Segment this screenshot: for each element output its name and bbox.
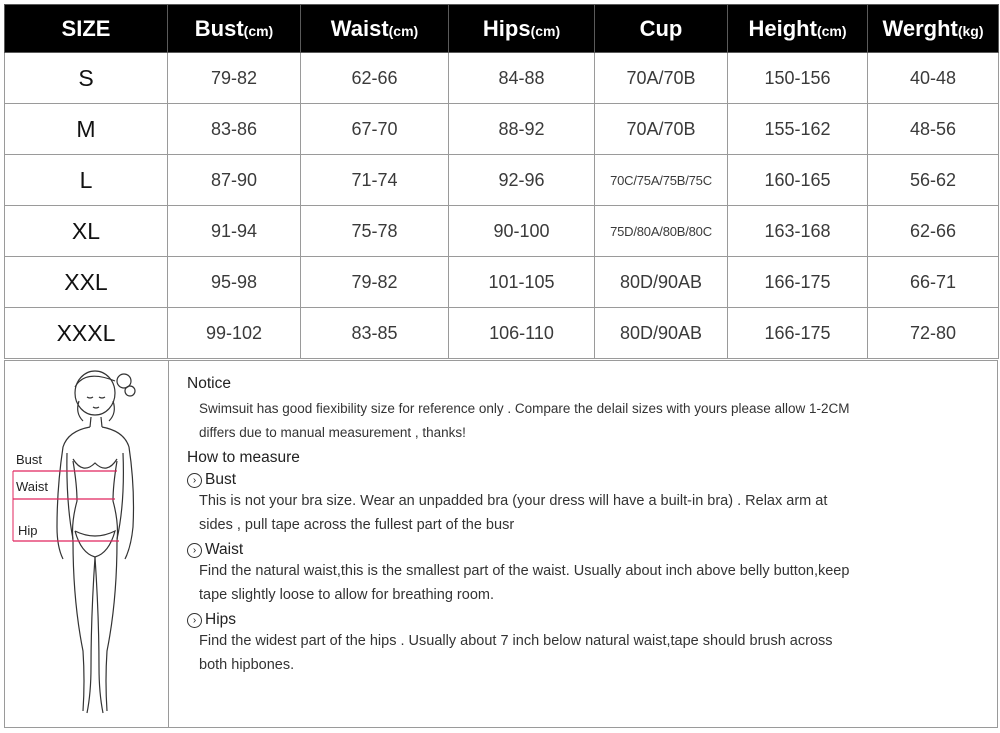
- header-hips: Hips(cm): [449, 5, 595, 53]
- cup-cell: 80D/90AB: [595, 308, 728, 359]
- bust-cell: 79-82: [168, 53, 301, 104]
- cup-cell: 70C/75A/75B/75C: [595, 155, 728, 206]
- size-chart-table: [4, 4, 999, 359]
- measurement-guide-panel: [4, 360, 998, 728]
- weight-cell: 40-48: [868, 53, 999, 104]
- table-row: [5, 104, 999, 155]
- bust-label: Bust: [16, 452, 43, 467]
- size-cell: XXXL: [5, 308, 168, 359]
- cup-cell: 70A/70B: [595, 104, 728, 155]
- hips-section-heading: › Hips: [187, 611, 993, 629]
- hips-instruction-line: both hipbones.: [199, 657, 295, 673]
- body-outline-drawing: [5, 361, 168, 727]
- table-row: [5, 155, 999, 206]
- waist-cell: 75-78: [301, 206, 449, 257]
- how-to-measure-heading: How to measure: [187, 449, 300, 466]
- weight-cell: 66-71: [868, 257, 999, 308]
- size-cell: L: [5, 155, 168, 206]
- measurement-notes: [187, 375, 993, 677]
- hips-cell: 101-105: [449, 257, 595, 308]
- waist-label: Waist: [16, 479, 49, 494]
- hips-cell: 92-96: [449, 155, 595, 206]
- table-row: [5, 257, 999, 308]
- waist-instruction-line: tape slightly loose to allow for breathing room.: [199, 587, 494, 603]
- arrow-icon: ›: [187, 473, 202, 488]
- weight-cell: 56-62: [868, 155, 999, 206]
- waist-cell: 79-82: [301, 257, 449, 308]
- header-waist: Waist(cm): [301, 5, 449, 53]
- table-row: [5, 206, 999, 257]
- hips-cell: 90-100: [449, 206, 595, 257]
- weight-cell: 72-80: [868, 308, 999, 359]
- arrow-icon: ›: [187, 613, 202, 628]
- waist-instruction-line: Find the natural waist,this is the smallest part of the waist. Usually about inch above belly button,keep: [199, 563, 850, 579]
- table-header-row: [5, 5, 999, 53]
- notice-heading: Notice: [187, 375, 231, 392]
- header-cup: Cup: [595, 5, 728, 53]
- bust-cell: 91-94: [168, 206, 301, 257]
- size-cell: XXL: [5, 257, 168, 308]
- hips-cell: 84-88: [449, 53, 595, 104]
- weight-cell: 48-56: [868, 104, 999, 155]
- bust-cell: 83-86: [168, 104, 301, 155]
- size-cell: M: [5, 104, 168, 155]
- table-row: [5, 53, 999, 104]
- waist-section-heading: › Waist: [187, 541, 993, 559]
- bust-cell: 95-98: [168, 257, 301, 308]
- hips-cell: 88-92: [449, 104, 595, 155]
- height-cell: 160-165: [728, 155, 868, 206]
- header-bust: Bust(cm): [168, 5, 301, 53]
- cup-cell: 75D/80A/80B/80C: [595, 206, 728, 257]
- height-cell: 150-156: [728, 53, 868, 104]
- weight-cell: 62-66: [868, 206, 999, 257]
- bust-instruction-line: This is not your bra size. Wear an unpadded bra (your dress will have a built-in bra) . Relax arm at: [199, 493, 828, 509]
- header-size: SIZE: [5, 5, 168, 53]
- bust-cell: 87-90: [168, 155, 301, 206]
- bust-section-heading: › Bust: [187, 471, 993, 489]
- cup-cell: 70A/70B: [595, 53, 728, 104]
- height-cell: 166-175: [728, 257, 868, 308]
- size-cell: S: [5, 53, 168, 104]
- waist-cell: 71-74: [301, 155, 449, 206]
- bust-instruction-line: sides , pull tape across the fullest part of the busr: [199, 517, 515, 533]
- hips-instruction-line: Find the widest part of the hips . Usually about 7 inch below natural waist,tape should brush across: [199, 633, 833, 649]
- waist-cell: 83-85: [301, 308, 449, 359]
- header-height: Height(cm): [728, 5, 868, 53]
- cup-cell: 80D/90AB: [595, 257, 728, 308]
- height-cell: 166-175: [728, 308, 868, 359]
- waist-cell: 62-66: [301, 53, 449, 104]
- notice-text-line: differs due to manual measurement , thanks!: [199, 425, 466, 440]
- hip-label: Hip: [18, 523, 38, 538]
- header-weight: Werght(kg): [868, 5, 999, 53]
- arrow-icon: ›: [187, 543, 202, 558]
- height-cell: 155-162: [728, 104, 868, 155]
- body-figure-illustration: [5, 361, 169, 727]
- table-row: [5, 308, 999, 359]
- size-cell: XL: [5, 206, 168, 257]
- notice-text-line: Swimsuit has good fiexibility size for reference only . Compare the delail sizes with yours please allow 1-2CM: [199, 401, 850, 416]
- waist-cell: 67-70: [301, 104, 449, 155]
- hips-cell: 106-110: [449, 308, 595, 359]
- height-cell: 163-168: [728, 206, 868, 257]
- bust-cell: 99-102: [168, 308, 301, 359]
